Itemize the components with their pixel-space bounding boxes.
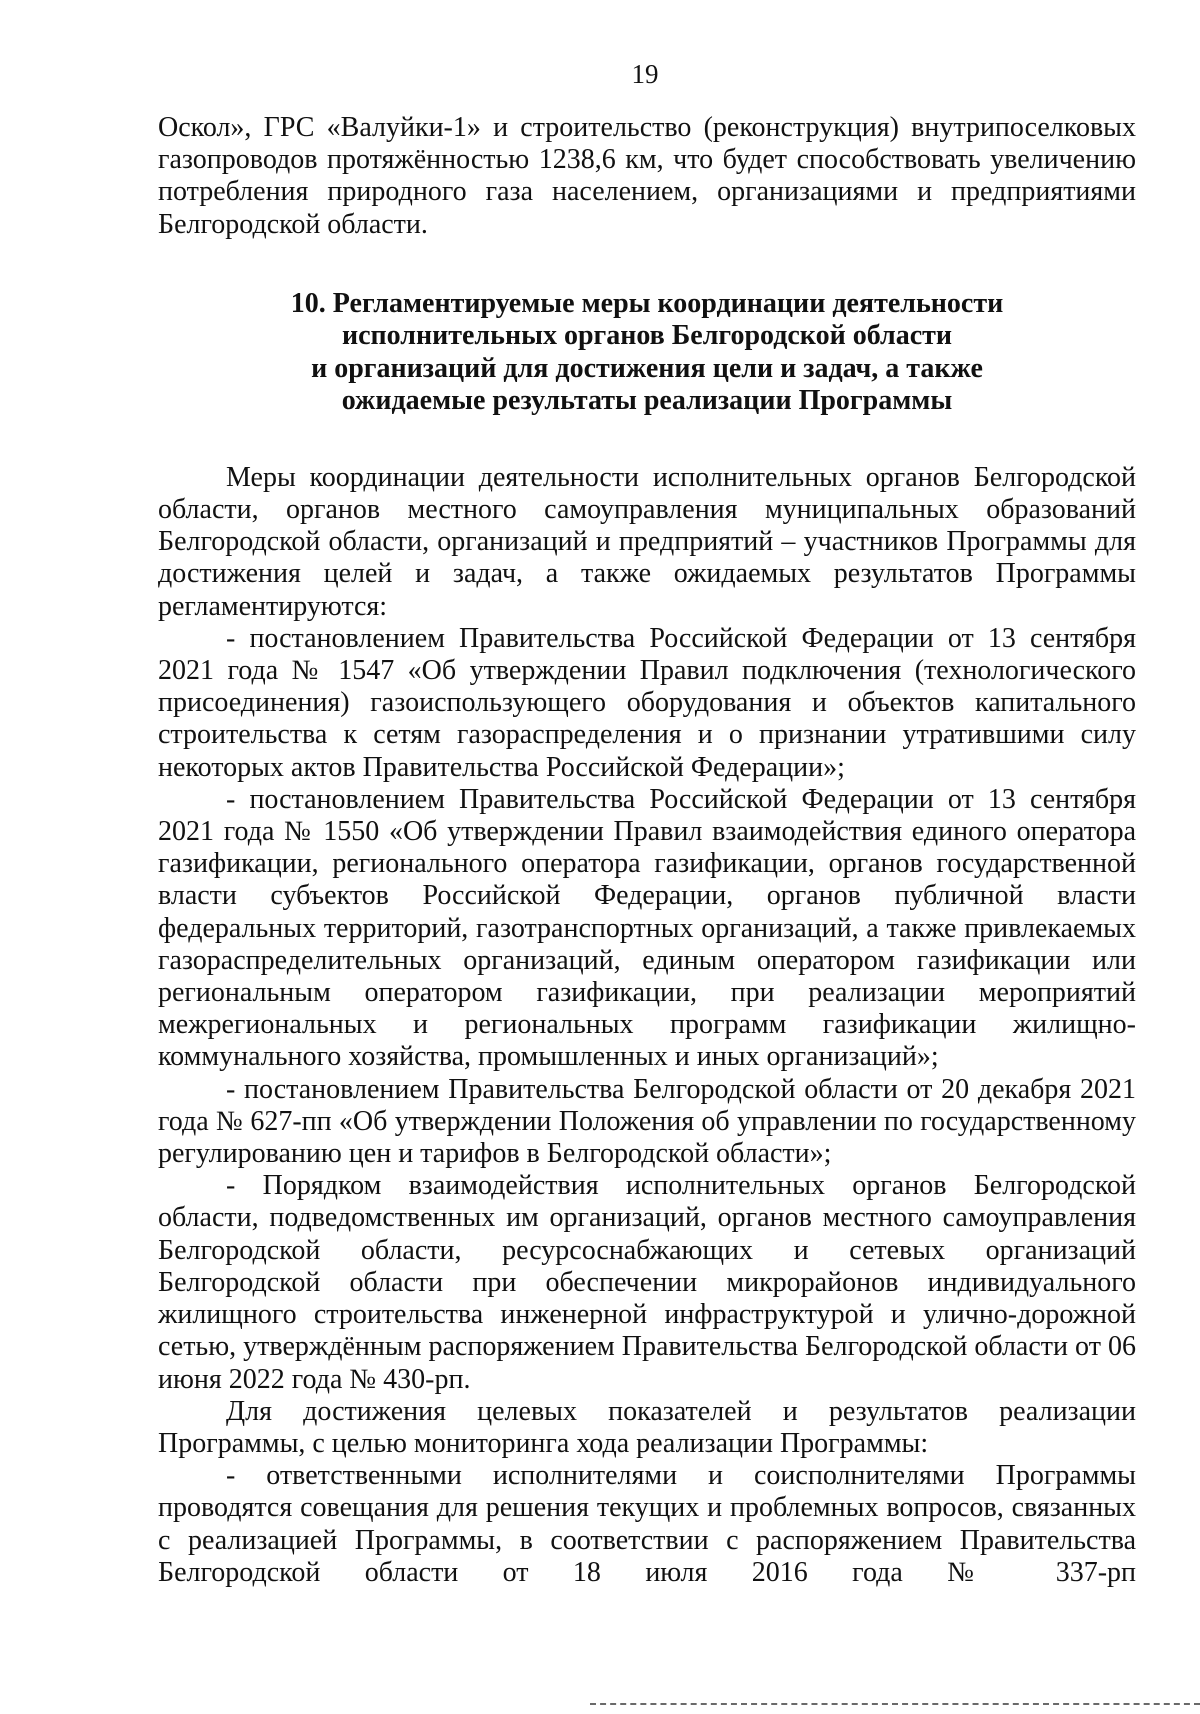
section-heading-line: исполнительных органов Белгородской области	[341, 320, 953, 352]
page-content	[158, 112, 1136, 1589]
section-heading-line: и организаций для достижения цели и задач, а также	[311, 352, 983, 384]
scan-edge-line	[590, 1703, 1200, 1705]
body-paragraph-monitoring: Для достижения целевых показателей и результатов реализации Программы, с целью мониторинга хода реализации Программы:	[158, 1395, 1136, 1459]
list-item-decree-1547: - постановлением Правительства Российской Федерации от 13 сентября 2021 года № 1547 «Об утверждении Правил подключения (технологического присоединения) газоиспользующего оборудования и объектов капитального строительства к сетям газораспределения и о признании утратившими силу некоторых актов Правительства Российской Федерации»;	[158, 622, 1136, 783]
page-number: 19	[631, 59, 659, 89]
list-item-meetings: - ответственными исполнителями и соисполнителями Программы проводятся совещания для решения текущих и проблемных вопросов, связанных с реализацией Программы, в соответствии с распоряжением Правительства Белгородской области от 18 июля 2016 года № 337-рп	[158, 1460, 1136, 1588]
list-item-decree-627pp: - постановлением Правительства Белгородской области от 20 декабря 2021 года № 627-пп «Об утверждении Положения об управлении по государственному регулированию цен и тарифов в Белгородской области»;	[158, 1073, 1136, 1170]
list-item-procedure-430rp: - Порядком взаимодействия исполнительных органов Белгородской области, подведомственных им организаций, органов местного самоуправления Белгородской области, ресурсоснабжающих и сетевых организаций Белгородской области при обеспечении микрорайонов индивидуального жилищного строительства инженерной инфраструктурой и улично-дорожной сетью, утверждённым распоряжением Правительства Белгородской области от 06 июня 2022 года № 430-рп.	[158, 1170, 1136, 1395]
section-heading	[158, 288, 1136, 418]
intro-paragraph: Оскол», ГРС «Валуйки-1» и строительство (реконструкция) внутрипоселковых газопроводов протяжённостью 1238,6 км, что будет способствовать увеличению потребления природного газа населением, организациями и предприятиями Белгородской области.	[158, 112, 1136, 240]
section-heading-line: 10. Регламентируемые меры координации деятельности	[290, 287, 1004, 319]
section-heading-line: ожидаемые результаты реализации Программы	[341, 385, 953, 417]
list-item-decree-1550: - постановлением Правительства Российской Федерации от 13 сентября 2021 года № 1550 «Об утверждении Правил взаимодействия единого оператора газификации, регионального оператора газификации, органов государственной власти субъектов Российской Федерации, органов публичной власти федеральных территорий, газотранспортных организаций, а также привлекаемых газораспределительных организаций, единым оператором газификации или региональным оператором газификации, при реализации мероприятий межрегиональных и региональных программ газификации жилищно-коммунального хозяйства, промышленных и иных организаций»;	[158, 783, 1136, 1073]
body-paragraph: Меры координации деятельности исполнительных органов Белгородской области, органов местного самоуправления муниципальных образований Белгородской области, организаций и предприятий – участников Программы для достижения целей и задач, а также ожидаемых результатов Программы регламентируются:	[158, 461, 1136, 622]
